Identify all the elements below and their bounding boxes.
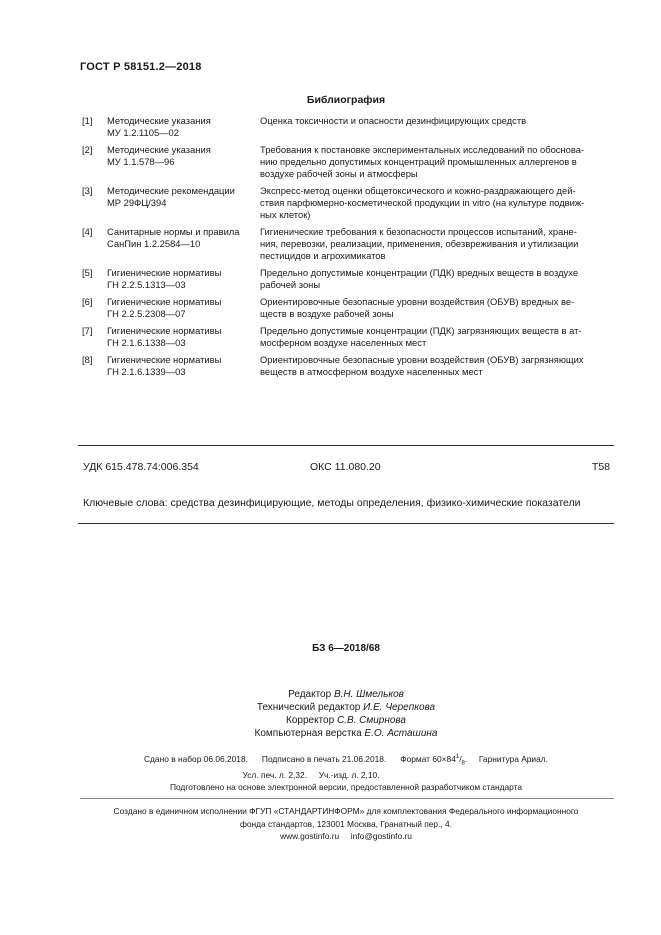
description-line: нию предельно допустимых концентраций промышленных аллергенов в: [260, 156, 577, 167]
source-line: Гигиенические нормативы: [107, 296, 222, 307]
reference-source: [107, 296, 260, 320]
reference-item: [82, 226, 614, 262]
reference-description: [260, 115, 614, 139]
source-line: МУ 1.1.578—96: [107, 156, 175, 167]
reference-item: [82, 115, 614, 139]
staff-role: Редактор: [288, 689, 332, 700]
source-line: Методические рекомендации: [107, 185, 235, 196]
print-info-line: [0, 751, 661, 769]
staff-line: [0, 727, 661, 740]
description-line: ствия парфюмерно-косметической продукции in vitro (на культуре подвиж-: [260, 197, 585, 208]
reference-number: [5]: [82, 267, 93, 278]
staff-role: Корректор: [286, 715, 335, 726]
reference-description: [260, 144, 614, 180]
source-line: Гигиенические нормативы: [107, 354, 222, 365]
submitted-date: Сдано в набор 06.06.2018.: [144, 753, 248, 764]
description-line: веществ в атмосферном воздухе населенных мест: [260, 366, 483, 377]
reference-description: [260, 296, 614, 320]
description-line: воздухе рабочей зоны и атмосферы: [260, 168, 418, 179]
oks-code: ОКС 11.080.20: [310, 461, 381, 473]
description-line: пестицидов и агрохимикатов: [260, 250, 386, 261]
description-line: Ориентировочные безопасные уровни воздействия (ОБУВ) загрязняющих: [260, 354, 584, 365]
source-line: ГН 2.2.5.2308—07: [107, 308, 186, 319]
reference-item: [82, 354, 614, 378]
description-line: мосферном воздухе населенных мест: [260, 337, 427, 348]
format-prefix: Формат 60×84: [400, 753, 456, 764]
bibliography-title: Библиография: [306, 94, 386, 106]
source-line: Санитарные нормы и правила: [107, 226, 240, 237]
description-line: Предельно допустимые концентрации (ПДК) вредных веществ в воздухе: [260, 267, 579, 278]
t-code: Т58: [591, 461, 610, 473]
source-line: МР 29ФЦ/394: [107, 197, 167, 208]
description-line: ния, перевозки, реализации, применения, обезвреживания и утилизации: [260, 238, 579, 249]
reference-number: [6]: [82, 296, 93, 307]
reference-description: [260, 325, 614, 349]
reference-source: [107, 144, 260, 180]
reference-item: [82, 267, 614, 291]
divider-footer: [80, 798, 614, 799]
source-line: СанПин 1.2.2584—10: [107, 238, 201, 249]
staff-name: Е.О. Асташина: [364, 728, 438, 739]
staff-line: [0, 701, 661, 714]
bz-code: БЗ 6—2018/68: [312, 643, 380, 654]
reference-description: [260, 185, 614, 221]
staff-block: [0, 688, 661, 740]
typeface: Гарнитура Ариал.: [478, 753, 548, 764]
description-line: ществ в воздухе рабочей зоны: [260, 308, 394, 319]
source-line: ГН 2.2.5.1313—03: [107, 279, 186, 290]
description-line: Требования к постановке экспериментальных исследований по обоснова-: [260, 144, 585, 155]
source-line: ГН 2.1.6.1339—03: [107, 366, 186, 377]
print-format: Формат $60\times 84^1/_8$.: [400, 753, 468, 767]
print-info-line: [0, 769, 661, 781]
reference-description: [260, 354, 614, 378]
staff-role: Технический редактор: [256, 702, 361, 713]
publisher-line: фонда стандартов, 123001 Москва, Гранатный пер., 4.: [239, 818, 453, 829]
document-header-code: ГОСТ Р 58151.2—2018: [80, 61, 202, 73]
reference-source: [107, 325, 260, 349]
staff-role: Компьютерная верстка: [254, 728, 362, 739]
reference-number: [2]: [82, 144, 93, 155]
reference-number: [1]: [82, 115, 93, 126]
staff-name: И.Е. Черепкова: [363, 702, 436, 713]
source-line: Методические указания: [107, 115, 211, 126]
printed-sheets: Усл. печ. л. 2,32.: [242, 770, 308, 781]
reference-number: [4]: [82, 226, 93, 237]
source-line: Гигиенические нормативы: [107, 267, 222, 278]
reference-source: [107, 185, 260, 221]
publishing-sheets: Уч.-изд. л. 2,10.: [318, 770, 380, 781]
reference-source: [107, 354, 260, 378]
divider-top: [78, 445, 614, 446]
reference-source: [107, 267, 260, 291]
format-denominator: 8: [461, 760, 465, 767]
source-line: Гигиенические нормативы: [107, 325, 222, 336]
staff-name: С.В. Смирнова: [336, 715, 406, 726]
source-line: МУ 1.2.1105—02: [107, 127, 179, 138]
divider-bottom: [78, 523, 614, 524]
staff-line: [0, 714, 661, 727]
source-line: Методические указания: [107, 144, 211, 155]
description-line: Ориентировочные безопасные уровни воздействия (ОБУВ) вредных ве-: [260, 296, 575, 307]
description-line: Гигиенические требования к безопасности процессов испытаний, хране-: [260, 226, 577, 237]
prepared-note: Подготовлено на основе электронной версии, предоставленной разработчиком стандарта: [169, 782, 523, 792]
reference-item: [82, 296, 614, 320]
reference-number: [8]: [82, 354, 93, 365]
reference-description: [260, 226, 614, 262]
description-line: ных клеток): [260, 209, 311, 220]
reference-description: [260, 267, 614, 291]
publisher-contacts: www.gostinfo.ru info@gostinfo.ru: [280, 831, 412, 841]
reference-item: [82, 325, 614, 349]
reference-item: [82, 144, 614, 180]
reference-source: [107, 226, 260, 262]
format-numerator: 1: [455, 754, 460, 760]
keywords-line: Ключевые слова: средства дезинфицирующие, методы определения, физико-химические показатели: [83, 497, 581, 509]
reference-item: [82, 185, 614, 221]
staff-line: [0, 688, 661, 701]
source-line: ГН 2.1.6.1338—03: [107, 337, 186, 348]
udc-code: УДК 615.478.74:006.354: [83, 461, 199, 473]
reference-number: [3]: [82, 185, 93, 196]
staff-name: В.Н. Шмельков: [333, 689, 404, 700]
publisher-line: Создано в единичном исполнении ФГУП «СТАНДАРТИНФОРМ» для комплектования Федерального информационного: [113, 806, 579, 816]
description-line: Предельно допустимые концентрации (ПДК) загрязняющих веществ в ат-: [260, 325, 582, 336]
publisher-info: [0, 805, 661, 843]
reference-number: [7]: [82, 325, 93, 336]
print-info: [0, 751, 661, 781]
signed-date: Подписано в печать 21.06.2018.: [261, 753, 387, 764]
description-line: Оценка токсичности и опасности дезинфицирующих средств: [260, 115, 527, 126]
reference-source: [107, 115, 260, 139]
description-line: рабочей зоны: [260, 279, 321, 290]
bibliography-list: [82, 115, 614, 383]
description-line: Экспресс-метод оценки общетоксического и кожно-раздражающего дей-: [260, 185, 576, 196]
